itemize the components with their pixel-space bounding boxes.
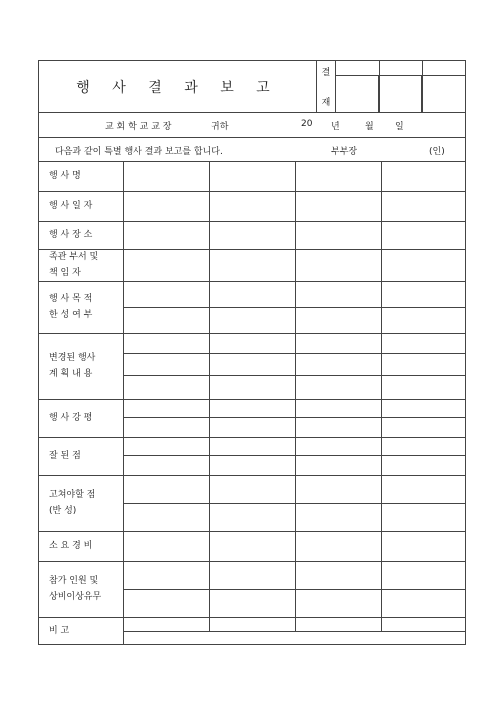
subrow-line xyxy=(123,417,465,418)
row-label-text: 한 성 여 부 xyxy=(49,310,93,320)
seal-mark: (인) xyxy=(429,147,445,157)
addressee-bottom-line xyxy=(39,137,465,138)
approval-label xyxy=(316,61,336,112)
row-label-text: 계 획 내 용 xyxy=(49,369,93,379)
approval-label-top: 결 xyxy=(321,68,331,78)
subrow-line xyxy=(123,353,465,354)
row-label-text: 행 사 명 xyxy=(49,171,81,181)
row-label-text: 잘 된 점 xyxy=(49,451,81,461)
subrow-line xyxy=(123,589,465,590)
row-label-text: 행 사 장 소 xyxy=(49,230,93,240)
date-month-unit: 월 xyxy=(365,122,374,132)
row-label-text: 비 고 xyxy=(49,626,70,636)
row-label-purpose xyxy=(39,281,123,333)
row-label-event-date xyxy=(39,191,123,221)
subrow-line xyxy=(123,375,465,376)
row-label-review xyxy=(39,399,123,437)
approval-box xyxy=(316,61,465,112)
addressee-to: 교 회 학 교 교 장 xyxy=(105,122,172,132)
date-day-unit: 일 xyxy=(395,122,404,132)
statement-text: 다음과 같이 특별 행사 결과 보고를 합니다. xyxy=(55,147,223,157)
row-label-participants xyxy=(39,561,123,617)
row-label-text: 소 요 경 비 xyxy=(49,541,93,551)
row-label-text: 족관 부서 및 xyxy=(49,252,99,262)
row-label-plan-changes xyxy=(39,333,123,399)
label-column-line xyxy=(123,161,124,645)
row-label-text: 참가 인원 및 xyxy=(49,576,99,586)
row-label-remarks xyxy=(39,617,123,645)
row-label-cost xyxy=(39,531,123,561)
subrow-line xyxy=(123,631,465,632)
row-label-text: 책 임 자 xyxy=(49,268,81,278)
event-report-form xyxy=(38,60,466,645)
approval-sign-cell[interactable] xyxy=(379,76,422,112)
signer-label: 부부장 xyxy=(331,147,358,157)
row-label-improvements xyxy=(39,475,123,531)
date-year: 20 xyxy=(301,119,313,129)
form-header xyxy=(39,61,465,113)
subrow-line xyxy=(123,455,465,456)
row-label-text: 상비이상유무 xyxy=(49,592,102,602)
subrow-line xyxy=(123,503,465,504)
approval-sign-cell[interactable] xyxy=(336,76,379,112)
row-label-good-points xyxy=(39,437,123,475)
approval-label-bottom: 재 xyxy=(321,98,331,108)
row-label-text: 고쳐야할 점 xyxy=(49,490,96,500)
subrow-line xyxy=(123,307,465,308)
row-label-text: 변경된 행사 xyxy=(49,353,96,363)
row-label-text: 행 사 목 적 xyxy=(49,294,93,304)
approval-sign-cell[interactable] xyxy=(422,76,465,112)
addressee-honorific: 귀하 xyxy=(211,122,229,132)
row-label-event-name xyxy=(39,161,123,191)
row-label-text: (반 성) xyxy=(49,506,77,516)
row-label-event-place xyxy=(39,221,123,249)
row-label-text: 행 사 일 자 xyxy=(49,201,93,211)
row-label-responsible xyxy=(39,249,123,281)
date-year-unit: 년 xyxy=(331,122,340,132)
row-label-text: 행 사 강 평 xyxy=(49,413,93,423)
form-title: 행 사 결 과 보 고 xyxy=(76,79,279,96)
